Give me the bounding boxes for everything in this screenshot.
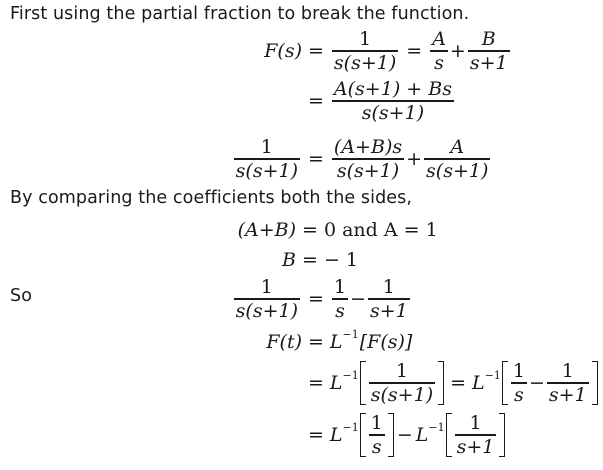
eq8-num-3: 1 bbox=[561, 360, 574, 383]
eq6-num-1: 1 bbox=[333, 276, 347, 299]
eq2-num: A(s+1) + Bs bbox=[333, 78, 452, 101]
eq8-inverse-exponent-2: −1 bbox=[484, 368, 501, 382]
eq6-lhs bbox=[232, 277, 302, 320]
equation-1 bbox=[264, 28, 512, 74]
eq5-lhs bbox=[282, 249, 302, 271]
eq8-den-2: s bbox=[514, 383, 524, 406]
eq8-bracket-1 bbox=[360, 361, 444, 405]
eq8-num-2: 1 bbox=[512, 360, 525, 383]
equation-9 bbox=[302, 412, 505, 458]
eq9-bracket-1 bbox=[360, 413, 394, 457]
eq5-lhs-text: B bbox=[282, 249, 296, 271]
eq8-minus: − bbox=[528, 372, 545, 394]
eq3-lhs-fraction bbox=[234, 137, 300, 180]
eq1-equals: = bbox=[308, 40, 324, 62]
eq8-laplace-symbol-2: L bbox=[472, 372, 485, 394]
eq3-fraction-1 bbox=[332, 137, 404, 180]
eq3-den-1: s(s+1) bbox=[336, 159, 400, 182]
eq1-den-3: s+1 bbox=[469, 51, 508, 74]
eq9-inverse-exponent-1: −1 bbox=[342, 420, 359, 434]
eq6-num-2: 1 bbox=[382, 276, 395, 299]
eq8-laplace-symbol-1: L bbox=[329, 372, 343, 394]
eq6-lhs-num: 1 bbox=[260, 276, 273, 299]
eq6-fraction-2 bbox=[368, 277, 410, 320]
eq8-equals-2: = bbox=[450, 372, 467, 394]
eq1-den-2: s bbox=[434, 51, 444, 74]
eq1-num-3: B bbox=[481, 28, 496, 51]
eq9-inverse-exponent-2: −1 bbox=[428, 420, 445, 434]
eq3-den-2: s(s+1) bbox=[426, 159, 489, 182]
equation-7 bbox=[266, 327, 413, 354]
equation-4 bbox=[237, 218, 438, 242]
eq8-equals: = bbox=[308, 372, 324, 394]
eq2-equals: = bbox=[308, 90, 324, 112]
eq3-fraction-2 bbox=[424, 137, 490, 180]
eq1-num-1: 1 bbox=[359, 28, 372, 51]
equation-8 bbox=[302, 360, 598, 406]
eq7-equals: = bbox=[308, 331, 324, 353]
eq9-num-2: 1 bbox=[469, 412, 482, 435]
eq4-lhs-text: (A+B) bbox=[237, 219, 296, 241]
eq7-rhs-text: [F(s)] bbox=[359, 331, 413, 353]
so-text: So bbox=[10, 286, 33, 306]
eq9-num-1: 1 bbox=[370, 412, 383, 435]
eq1-fraction-1 bbox=[332, 29, 398, 72]
eq7-inverse-exponent: −1 bbox=[342, 327, 359, 341]
eq8-num-1: 1 bbox=[395, 360, 408, 383]
eq2-den: s(s+1) bbox=[361, 101, 425, 124]
eq6-equals: = bbox=[308, 288, 324, 310]
eq7-lhs-text: F(t) bbox=[266, 331, 302, 353]
equation-3 bbox=[235, 136, 492, 182]
equation-6 bbox=[235, 276, 412, 322]
eq2-fraction bbox=[332, 79, 454, 122]
equation-2 bbox=[302, 80, 456, 122]
eq3-num-2: A bbox=[450, 136, 465, 159]
eq1-lhs bbox=[264, 40, 302, 62]
eq1-num-2: A bbox=[432, 28, 446, 51]
eq1-equals-2: = bbox=[406, 40, 423, 62]
eq9-equals: = bbox=[308, 424, 324, 446]
eq9-laplace-symbol-2: L bbox=[415, 424, 429, 446]
eq3-lhs-den: s(s+1) bbox=[235, 159, 298, 182]
eq7-lhs bbox=[266, 331, 302, 353]
eq6-lhs-den: s(s+1) bbox=[235, 299, 298, 322]
eq6-den-2: s+1 bbox=[369, 299, 408, 322]
eq8-den-3: s+1 bbox=[548, 383, 587, 406]
eq8-bracket-2 bbox=[502, 361, 598, 405]
eq6-lhs-fraction bbox=[234, 277, 300, 320]
intro-text: First using the partial fraction to break the function. bbox=[10, 4, 470, 24]
eq8-inverse-exponent-1: −1 bbox=[342, 368, 359, 382]
eq1-plus: + bbox=[449, 40, 466, 62]
eq3-num-1: (A+B)s bbox=[333, 136, 403, 159]
compare-text: By comparing the coefficients both the sides, bbox=[10, 188, 413, 208]
eq6-fraction-1 bbox=[332, 277, 348, 320]
eq9-bracket-2 bbox=[446, 413, 506, 457]
eq3-lhs-num: 1 bbox=[260, 136, 273, 159]
eq3-lhs bbox=[232, 137, 302, 180]
eq9-laplace-symbol-1: L bbox=[329, 424, 343, 446]
eq6-minus: − bbox=[350, 288, 366, 310]
eq1-lhs-text: F(s) bbox=[264, 40, 302, 62]
eq1-fraction-3 bbox=[468, 29, 510, 72]
eq5-rhs-text: = − 1 bbox=[302, 249, 359, 271]
eq1-den-1: s(s+1) bbox=[333, 51, 397, 74]
eq8-den-1: s(s+1) bbox=[370, 383, 434, 406]
eq4-lhs bbox=[238, 219, 302, 241]
eq3-equals: = bbox=[308, 148, 324, 170]
eq7-laplace-symbol: L bbox=[329, 331, 343, 353]
eq3-plus: + bbox=[406, 148, 423, 170]
eq9-den-2: s+1 bbox=[456, 435, 495, 458]
eq1-fraction-2 bbox=[430, 29, 448, 72]
eq4-rhs-text: = 0 and A = 1 bbox=[302, 219, 438, 241]
equation-5 bbox=[282, 248, 359, 272]
eq9-den-1: s bbox=[371, 435, 382, 458]
eq6-den-1: s bbox=[335, 299, 345, 322]
eq9-minus: − bbox=[396, 424, 413, 446]
